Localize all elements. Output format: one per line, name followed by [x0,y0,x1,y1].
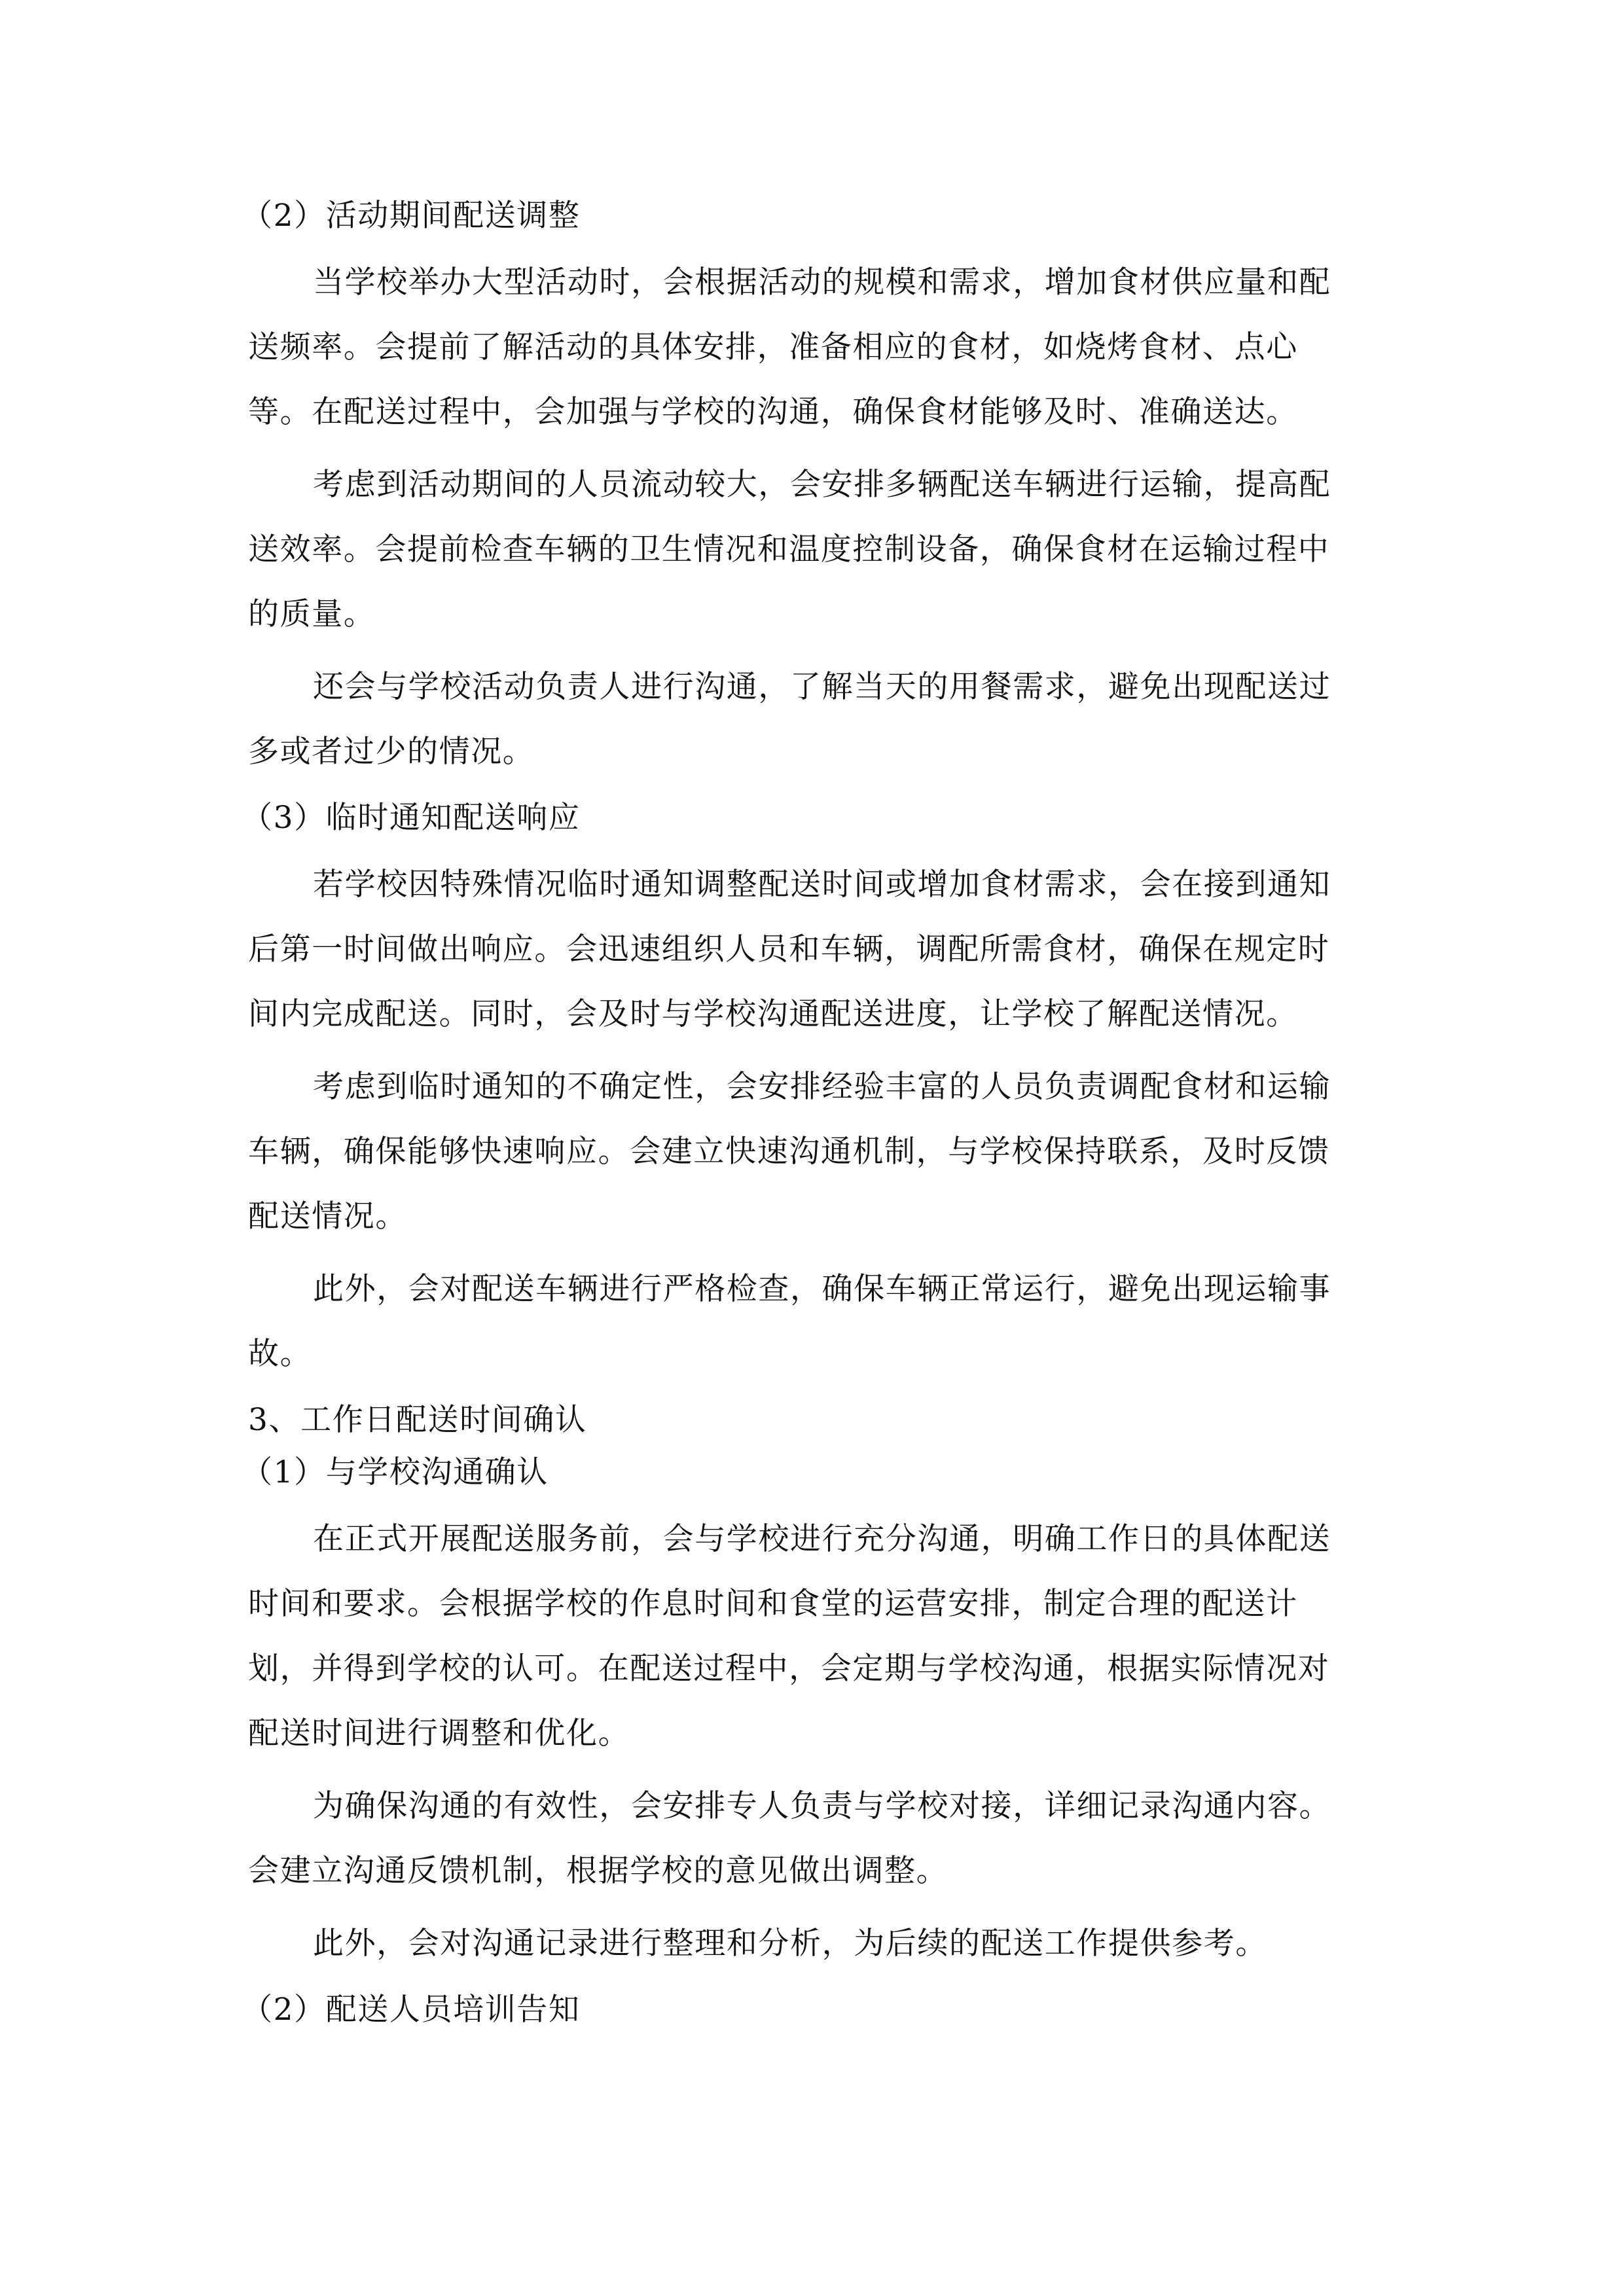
subheading-school-communication: （1）与学校沟通确认 [242,1454,549,1490]
paragraph-activity-contact [248,655,1371,784]
paragraph-temporary-notice [248,852,1371,1047]
text-line: 多或者过少的情况。 [248,734,535,770]
text-line: 划，并得到学校的认可。在配送过程中，会定期与学校沟通，根据实际情况对 [248,1651,1330,1687]
text-line: 送频率。会提前了解活动的具体安排，准备相应的食材，如烧烤食材、点心 [248,329,1298,365]
text-line: 在正式开展配送服务前，会与学校进行充分沟通，明确工作日的具体配送 [313,1521,1331,1557]
text-line: 考虑到临时通知的不确定性，会安排经验丰富的人员负责调配食材和运输 [313,1069,1331,1105]
text-line: 此外，会对沟通记录进行整理和分析，为后续的配送工作提供参考。 [313,1926,1267,1962]
text-line: 车辆，确保能够快速响应。会建立快速沟通机制，与学校保持联系，及时反馈 [248,1134,1330,1170]
paragraph-experienced-staff [248,1054,1371,1249]
text-line: 还会与学校活动负责人进行沟通，了解当天的用餐需求，避免出现配送过 [313,669,1331,705]
text-line: 间内完成配送。同时，会及时与学校沟通配送进度，让学校了解配送情况。 [248,996,1298,1032]
subheading-temporary-notice-response: （3）临时通知配送响应 [242,800,581,836]
paragraph-record-analysis [248,1911,1371,1976]
text-line: 配送时间进行调整和优化。 [248,1715,630,1751]
heading-workday-delivery-time-confirmation: 3、工作日配送时间确认 [248,1402,587,1438]
text-line: 若学校因特殊情况临时通知调整配送时间或增加食材需求，会在接到通知 [313,867,1331,903]
text-line: 为确保沟通的有效性，会安排专人负责与学校对接，详细记录沟通内容。 [313,1788,1331,1824]
text-line: 会建立沟通反馈机制，根据学校的意见做出调整。 [248,1853,948,1889]
paragraph-dedicated-contact [248,1774,1371,1903]
paragraph-pre-service-communication [248,1507,1371,1766]
text-line: 当学校举办大型活动时，会根据活动的规模和需求，增加食材供应量和配 [313,264,1331,300]
paragraph-multiple-vehicles [248,452,1371,647]
paragraph-activity-supply-increase [248,250,1371,444]
text-line: 等。在配送过程中，会加强与学校的沟通，确保食材能够及时、准确送达。 [248,394,1298,430]
text-line: 后第一时间做出响应。会迅速组织人员和车辆，调配所需食材，确保在规定时 [248,931,1330,967]
text-line: 考虑到活动期间的人员流动较大，会安排多辆配送车辆进行运输，提高配 [313,467,1331,503]
subheading-activity-delivery-adjustment: （2）活动期间配送调整 [242,198,581,234]
paragraph-vehicle-inspection [248,1257,1371,1386]
text-line: 的质量。 [248,596,376,632]
document-page [242,190,1371,2036]
text-line: 故。 [248,1336,312,1372]
subheading-staff-training-notice: （2）配送人员培训告知 [242,1992,581,2028]
text-line: 时间和要求。会根据学校的作息时间和食堂的运营安排，制定合理的配送计 [248,1586,1298,1622]
text-line: 送效率。会提前检查车辆的卫生情况和温度控制设备，确保食材在运输过程中 [248,531,1330,567]
text-line: 此外，会对配送车辆进行严格检查，确保车辆正常运行，避免出现运输事 [313,1271,1331,1307]
text-line: 配送情况。 [248,1198,407,1234]
